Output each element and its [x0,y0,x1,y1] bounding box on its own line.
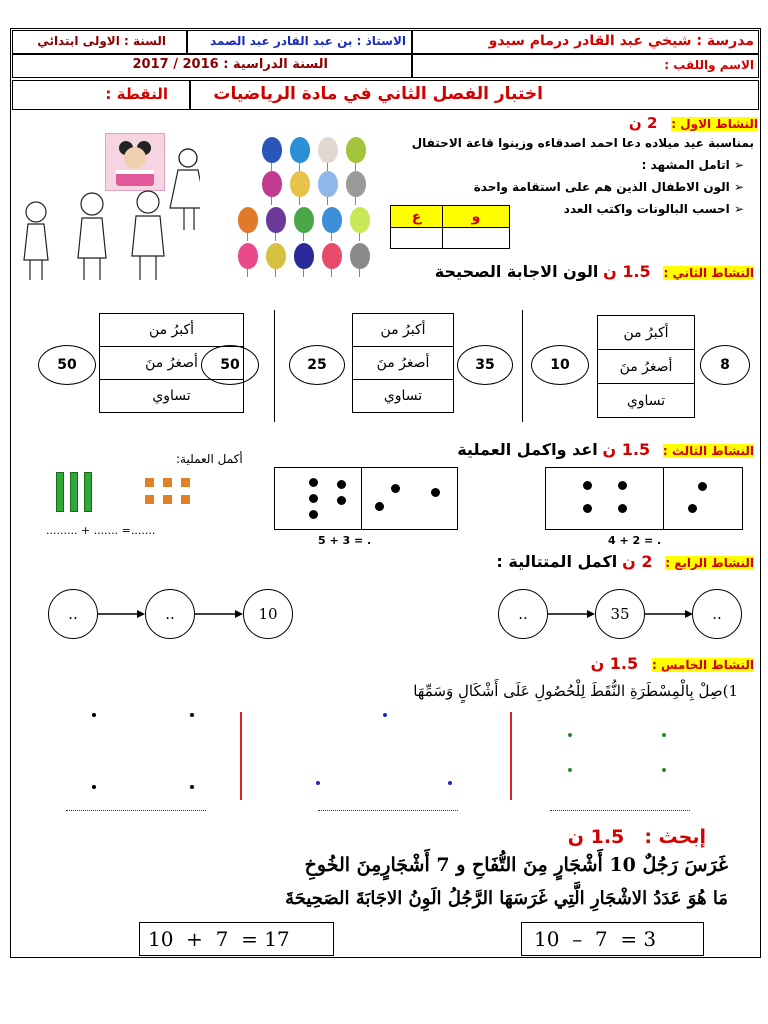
balloon [290,137,310,163]
research-line-1: غَرَسَ رَجُلٌ 10 أَشْجَارٍ مِنَ التُّفَاحِ و 7 أَشْجَارٍمِنَ الخُوخِ [304,854,728,876]
equation-middle[interactable]: 5 + 3 = . [318,534,372,547]
activity1-label: النشاط الاول : [671,117,758,131]
unit-square [145,495,154,504]
point [92,785,96,789]
number-oval: 8 [700,345,750,385]
dot [309,510,318,519]
activity4-title: اكمل المتتالية : [496,552,618,571]
unit-square [163,478,172,487]
sequence-arrows-left [48,589,298,639]
activity1-item-3: ➢ احسب البالونات واكتب العدد [563,202,744,216]
option-less[interactable]: أصغرُ منَ [100,347,243,380]
activity5-points: 1.5 ن [590,654,639,673]
comparison-box[interactable] [597,315,695,418]
number-oval: 50 [38,345,96,385]
exam-title: اختبار الفصل الثاني في مادة الرياضيات [213,84,543,104]
point [190,785,194,789]
balloon [294,207,314,233]
activity2-title: الون الاجابة الصحيحة [434,262,599,281]
activity3-title: اعد واكمل العملية [457,440,598,459]
balloon [350,207,370,233]
option-less[interactable]: أصغرُ منَ [353,347,453,380]
tens-bar [84,472,92,512]
table-header-tens: ع [391,206,443,228]
point [568,768,572,772]
red-divider [510,712,512,800]
activity3-label: النشاط الثالث : [662,444,754,458]
sequence-circle: 35 [595,589,645,639]
dot [698,482,707,491]
balloon [322,207,342,233]
unit-square [181,478,190,487]
dot [309,478,318,487]
activity3-points: 1.5 ن [602,440,651,459]
tens-bar [56,472,64,512]
unit-square [181,495,190,504]
activity1-item-3-text: احسب البالونات واكتب العدد [563,202,730,216]
point [662,768,666,772]
activity5-label: النشاط الخامس : [651,658,754,672]
dots-box-right [545,467,743,530]
equation-right[interactable]: 4 + 2 = . [608,534,662,547]
comparison-box[interactable] [352,313,454,413]
table-cell-tens[interactable] [391,228,443,248]
activity1-item-2-text: الون الاطفال الذين هم على استقامة واحدة [473,180,730,194]
sequence-circle[interactable]: .. [498,589,548,639]
dot [309,494,318,503]
activity4-label: النشاط الرابع : [665,556,754,570]
point [316,781,320,785]
school-name: مدرسة : شيخي عبد القادر درمام سيدو [488,33,754,49]
activity3-header [457,440,754,459]
equation-right-text: 10 – 7 = 3 [534,927,657,951]
activity1-header [629,114,758,132]
balloon [346,171,366,197]
answer-line[interactable] [66,810,206,811]
class-level: السنة : الاولى ابتدائي [37,34,166,48]
sequence-circle[interactable]: .. [145,589,195,639]
sequence-circle[interactable]: .. [692,589,742,639]
dot [337,496,346,505]
unit-square [163,495,172,504]
dot [618,481,627,490]
balloon [238,207,258,233]
dot [375,502,384,511]
point [448,781,452,785]
balloon [346,137,366,163]
dot [583,481,592,490]
equation-choice-right[interactable] [521,922,704,956]
number-oval: 50 [201,345,259,385]
research-header [568,826,706,848]
activity1-item-1: ➢ اتامل المشهد : [641,158,744,172]
option-equal[interactable]: تساوي [626,392,666,409]
teacher-name: الاستاذ : بن عبد القادر عبد الصمد [210,34,406,48]
dot [391,484,400,493]
dot [618,504,627,513]
sequence-arrows-right [498,589,748,639]
option-equal[interactable]: تساوي [383,388,423,404]
balloon [318,137,338,163]
answer-line[interactable] [550,810,690,811]
activity4-points: 2 ن [622,552,653,571]
activity4-header [496,552,754,571]
grade-label: النقطة : [105,85,168,103]
balloon-count-table [390,205,510,249]
activity2-header [435,262,754,281]
point [568,733,572,737]
unit-square [145,478,154,487]
balloon [266,207,286,233]
research-points: 1.5 ن [567,826,625,848]
activity1-item-2: ➢ الون الاطفال الذين هم على استقامة واحدة [473,180,744,194]
balloon [262,171,282,197]
point [383,713,387,717]
sequence-circle[interactable]: .. [48,589,98,639]
equation-left-text: 10 + 7 = 17 [148,927,290,951]
dot [688,504,697,513]
dot [431,488,440,497]
red-divider [240,712,242,800]
balloon [318,171,338,197]
dot [583,504,592,513]
balloon [290,171,310,197]
activity2-divider [522,310,523,422]
table-header-units: و [443,206,509,228]
option-greater[interactable]: أكبرُ من [353,314,453,347]
balloon [266,243,286,269]
option-less[interactable]: أصغرُ منَ [598,350,694,384]
dots-box-divider [361,468,362,529]
activity2-points: 1.5 ن [603,262,651,281]
option-greater[interactable]: أكبرُ من [100,314,243,347]
option-greater[interactable]: أكبرُ من [598,316,694,350]
blank-equation[interactable]: ......... + ....... =....... [46,524,156,537]
activity1-item-1-text: اتامل المشهد : [641,158,730,172]
activity2-divider [274,310,275,422]
children-picture [20,140,200,285]
school-year: السنة الدراسية : 2016 / 2017 [132,57,328,72]
complete-operation-label: أكمل العملية: [176,452,243,466]
tens-bar [70,472,78,512]
research-line-2: مَا هُوَ عَدَدُ الاشْجَارِ الَّتِي غَرَسَهَا الرَّجُلُ الَوِنُ الاجَابَةَ الصَحِيحَةَ [285,888,728,909]
number-oval: 10 [531,345,589,385]
option-equal[interactable]: تساوي [152,388,191,404]
balloons-picture [232,135,382,280]
activity5-instruction: 1)صِلْ بِالْمِسْطَرَةِ النُّقَطَ لِلْحُصُولِ عَلَى أَشْكَالٍ وَسَمِّهَا [413,682,738,700]
dots-box-middle [274,467,458,530]
point [190,713,194,717]
dot [337,480,346,489]
balloon [238,243,258,269]
balloon [294,243,314,269]
point [662,733,666,737]
balloon [350,243,370,269]
answer-line[interactable] [318,810,458,811]
dots-box-divider [663,468,664,529]
point [92,713,96,717]
balloon [322,243,342,269]
activity2-label: النشاط الثاني : [663,266,754,280]
student-name-label: الاسم واللقب : [664,58,754,72]
activity1-intro: بمناسبة عيد ميلاده دعا احمد اصدقاءه وزينوا قاعة الاحتفال [411,136,754,150]
activity1-points: 2 ن [628,114,658,132]
research-label: إبحث : [644,826,706,848]
sequence-circle: 10 [243,589,293,639]
table-cell-units[interactable] [443,228,509,248]
equation-choice-left[interactable] [139,922,334,956]
number-oval: 35 [457,345,513,385]
number-oval: 25 [289,345,345,385]
balloon [262,137,282,163]
activity5-header [591,654,754,673]
